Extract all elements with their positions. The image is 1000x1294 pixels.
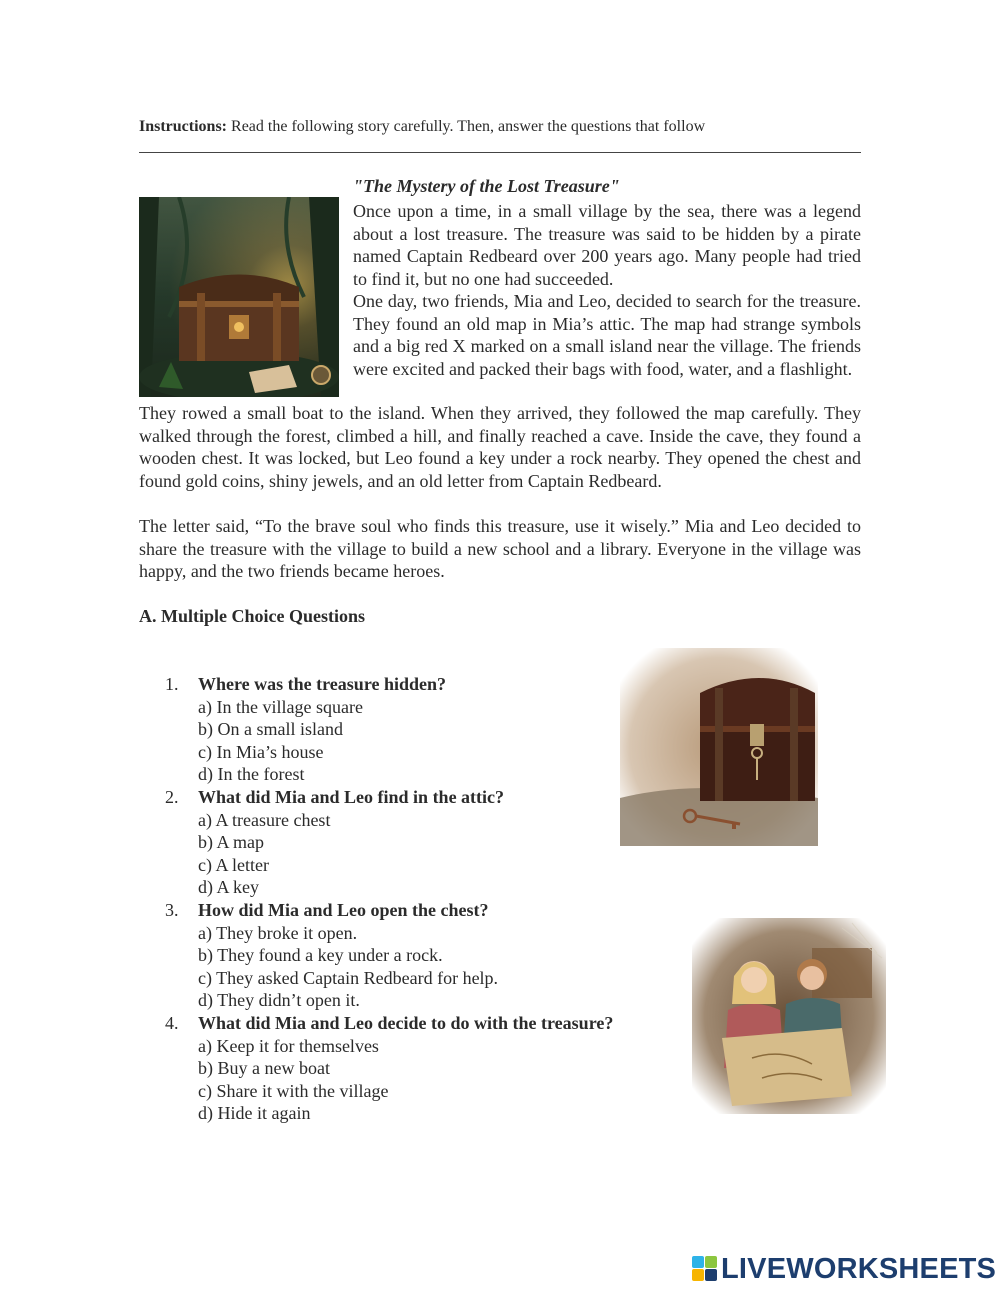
treasure-chest-forest-image [139, 197, 339, 397]
instructions-label: Instructions: [139, 118, 228, 135]
instructions [139, 117, 861, 137]
answer-option[interactable]: a) A treasure chest [198, 809, 331, 830]
answer-option[interactable]: b) They found a key under a rock. [198, 945, 443, 966]
question-text: Where was the treasure hidden? [198, 674, 447, 694]
question-text: What did Mia and Leo decide to do with the treasure? [198, 1013, 614, 1033]
answer-option[interactable]: a) They broke it open. [198, 922, 358, 943]
answer-option[interactable]: d) In the forest [198, 764, 305, 785]
question-text: How did Mia and Leo open the chest? [198, 900, 489, 920]
answer-option[interactable]: b) Buy a new boat [198, 1058, 330, 1079]
children-reading-map-image [692, 918, 886, 1114]
liveworksheets-logo-icon [692, 1256, 718, 1282]
story-paragraph-4: The letter said, “To the brave soul who finds this treasure, use it wisely.” Mia and Leo decided to share the treasure with the village to build a new school and a library. Everyone in the village was happy, and the two friends became heroes. [139, 516, 861, 582]
question-number: 3. [165, 900, 179, 920]
answer-option[interactable]: d) They didn’t open it. [198, 990, 360, 1011]
section-heading: A. Multiple Choice Questions [139, 606, 366, 626]
chest-and-key-image [620, 648, 818, 846]
answer-option[interactable]: a) In the village square [198, 696, 363, 717]
answer-option[interactable]: d) Hide it again [198, 1103, 311, 1124]
question-number: 2. [165, 787, 179, 807]
answer-option[interactable]: a) Keep it for themselves [198, 1035, 379, 1056]
answer-option[interactable]: b) A map [198, 832, 264, 853]
answer-option[interactable]: d) A key [198, 877, 259, 898]
question-number: 4. [165, 1013, 179, 1033]
story-paragraph-3: They rowed a small boat to the island. When they arrived, they followed the map carefully. They walked through the forest, climbed a hill, and finally reached a cave. Inside the cave, they found a wooden chest. It was locked, but Leo found a key under a rock nearby. They opened the chest and found gold coins, shiny jewels, and an old letter from Captain Redbeard. [139, 403, 861, 491]
instructions-text: Read the following story carefully. Then, answer the questions that follow [227, 118, 706, 135]
story-paragraph-2: One day, two friends, Mia and Leo, decided to search for the treasure. They found an old map in Mia’s attic. The map had strange symbols and a big red X marked on a small island near the village. The friends were excited and packed their bags with food, water, and a flashlight. [353, 291, 861, 379]
answer-option[interactable]: c) They asked Captain Redbeard for help. [198, 967, 499, 988]
liveworksheets-logo [692, 1252, 996, 1286]
answer-option[interactable]: c) In Mia’s house [198, 741, 324, 762]
story-title: "The Mystery of the Lost Treasure" [353, 176, 620, 196]
answer-option[interactable]: c) Share it with the village [198, 1080, 389, 1101]
divider [139, 152, 861, 153]
answer-option[interactable]: b) On a small island [198, 719, 343, 740]
question-number: 1. [165, 674, 179, 694]
story-paragraph-1: Once upon a time, in a small village by the sea, there was a legend about a lost treasure. The treasure was said to be hidden by a pirate named Captain Redbeard over 200 years ago. Many people had tried to find it, but no one had succeeded. [353, 201, 861, 289]
logo-text: LIVEWORKSHEETS [721, 1253, 997, 1285]
question-text: What did Mia and Leo find in the attic? [198, 787, 505, 807]
answer-option[interactable]: c) A letter [198, 854, 269, 875]
